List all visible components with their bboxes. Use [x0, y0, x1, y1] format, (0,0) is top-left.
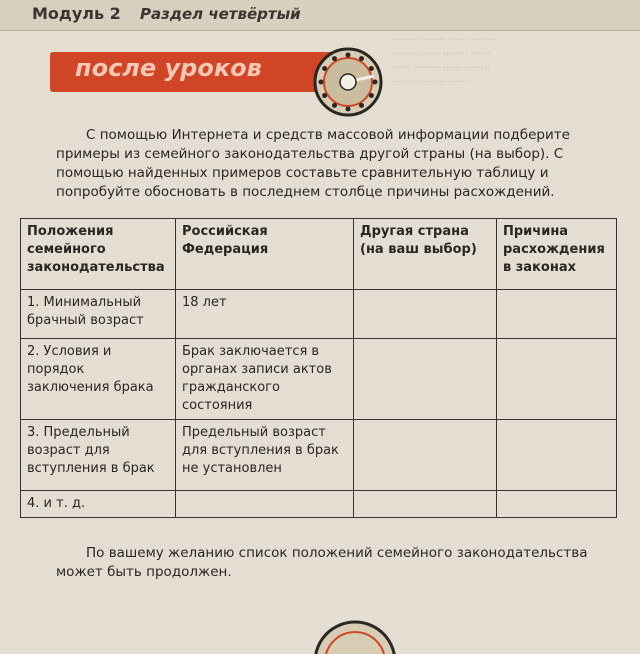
table-cell — [354, 339, 497, 420]
table-cell — [497, 339, 617, 420]
table-row — [21, 290, 617, 339]
table-cell — [176, 491, 354, 518]
instruction-paragraph: С помощью Интернета и средств массовой информации подберите примеры из семейного законодательства другой страны (на выбор). С помощью найденных примеров составьте сравнительную таблицу и попробуйте обосновать в последнем столбце причины расхождений. — [56, 127, 570, 200]
header-cell: Российская Федерация — [176, 219, 354, 290]
table-cell — [354, 420, 497, 491]
table-row — [21, 491, 617, 518]
header-cell: Другая страна (на ваш выбор) — [354, 219, 497, 290]
table-cell: 4. и т. д. — [21, 491, 176, 518]
table-cell — [354, 290, 497, 339]
closing-paragraph: По вашему желанию список положений семейного законодательства может быть продолжен. — [56, 545, 588, 580]
banner-title: после уроков — [75, 54, 262, 82]
page-header — [0, 0, 640, 31]
table-cell: Предельный возраст для вступления в брак не установлен — [176, 420, 354, 491]
table-cell — [497, 290, 617, 339]
table-cell: Брак заключается в органах записи актов гражданского состояния — [176, 339, 354, 420]
clock-icon — [312, 46, 384, 118]
table-cell — [354, 491, 497, 518]
table-cell: 18 лет — [176, 290, 354, 339]
comparison-table — [20, 218, 617, 518]
section-label: Раздел четвёртый — [140, 5, 301, 23]
table-cell — [497, 491, 617, 518]
module-label: Модуль 2 — [32, 4, 121, 23]
table-row — [21, 420, 617, 491]
bleed-through-text: ········ ········ ······ ········ ········ ······ ········ ······ ······ ········ ······ ········ ········ ········ ······ — [392, 35, 497, 88]
table-cell: 2. Условия и порядок заключения брака — [21, 339, 176, 420]
table-cell: 3. Предельный возраст для вступления в брак — [21, 420, 176, 491]
table-cell: 1. Минимальный брачный возраст — [21, 290, 176, 339]
decorative-circle-icon — [300, 614, 410, 654]
table-header-row — [21, 219, 617, 290]
header-cell: Причина расхождения в законах — [497, 219, 617, 290]
header-cell: Положения семейного законодательства — [21, 219, 176, 290]
table-cell — [497, 420, 617, 491]
table-row — [21, 339, 617, 420]
